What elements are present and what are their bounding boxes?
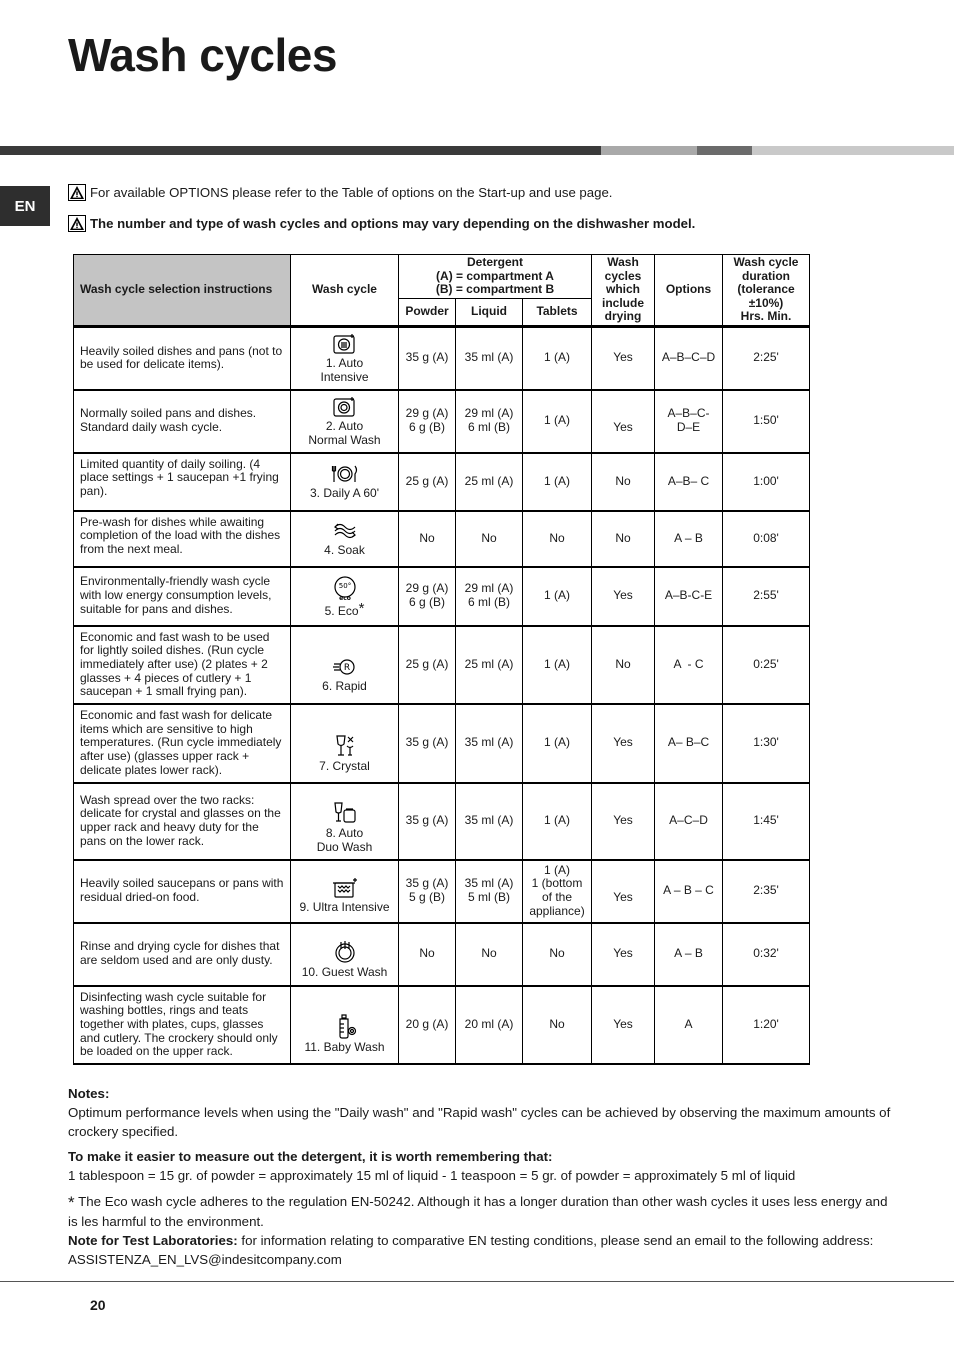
- duration-cell: 1:20': [723, 986, 810, 1065]
- liquid-cell: No: [456, 511, 523, 567]
- header-drying: Wash cycles which include drying: [592, 255, 655, 327]
- tablets-cell: 1 (A): [523, 626, 592, 705]
- duration-cell: 1:50': [723, 390, 810, 453]
- guest-wash-icon: [332, 940, 358, 964]
- eco-note-text: The Eco wash cycle adheres to the regulation EN-50242. Although it has a longer duration than other wash cycles it uses less energy and is les harmful to the environment.: [68, 1194, 888, 1229]
- ultra-intensive-icon: [331, 877, 359, 899]
- duration-cell: 1:45': [723, 783, 810, 860]
- eco-note: [68, 1192, 898, 1231]
- cycle-cell: 3. Daily A 60': [291, 453, 399, 511]
- cycle-cell: 4. Soak: [291, 511, 399, 567]
- measure-text: 1 tablespoon = 15 gr. of powder = approximately 15 ml of liquid - 1 teaspoon = 5 gr. of powder = approximately 5 ml of liquid: [68, 1168, 796, 1183]
- liquid-cell: 35 ml (A): [456, 783, 523, 860]
- notes-performance: Optimum performance levels when using the "Daily wash" and "Rapid wash" cycles can be achieved by observing the maximum amounts of crockery specified.: [68, 1105, 891, 1139]
- instruction-cell: Economic and fast wash for delicate items which are sensitive to high temperatures. (Run cycle immediately after use) (glasses upper rack + delicate plates lower rack).: [74, 704, 291, 783]
- tablets-cell: 1 (A): [523, 453, 592, 511]
- header-detergent: Detergent (A) = compartment A (B) = compartment B: [399, 255, 592, 299]
- lab-note-label: Note for Test Laboratories:: [68, 1233, 238, 1248]
- cycle-cell: 8. Auto Duo Wash: [291, 783, 399, 860]
- powder-cell: 35 g (A) 5 g (B): [399, 860, 456, 923]
- duo-wash-icon: [332, 801, 358, 825]
- cycle-cell: 7. Crystal: [291, 704, 399, 783]
- liquid-cell: 29 ml (A) 6 ml (B): [456, 390, 523, 453]
- header-bar-light: [601, 146, 697, 155]
- svg-text:R: R: [343, 663, 350, 674]
- table-row: [74, 704, 810, 783]
- soak-icon: [332, 520, 358, 542]
- options-cell: A–B– C: [655, 453, 723, 511]
- eco-icon: [332, 575, 358, 601]
- instruction-cell: Wash spread over the two racks: delicate for crystal and glasses on the upper rack and heavy duty for the pans on the lower rack.: [74, 783, 291, 860]
- lab-note-text: for information relating to comparative EN testing conditions, please send an email to the following address:: [241, 1233, 874, 1248]
- daily-icon: [330, 463, 360, 485]
- table-row: [74, 453, 810, 511]
- liquid-cell: 25 ml (A): [456, 453, 523, 511]
- tablets-cell: 1 (A): [523, 327, 592, 390]
- measure-heading: To make it easier to measure out the detergent, it is worth remembering that:: [68, 1149, 553, 1164]
- options-cell: A – B – C: [655, 860, 723, 923]
- options-warning: [68, 184, 612, 201]
- crystal-icon: [332, 734, 358, 758]
- wash-cycles-table: [73, 254, 810, 1065]
- liquid-cell: 35 ml (A): [456, 704, 523, 783]
- table-row: [74, 327, 810, 390]
- powder-cell: 25 g (A): [399, 626, 456, 705]
- lab-email: ASSISTENZA_EN_LVS@indesitcompany.com: [68, 1252, 342, 1267]
- options-cell: A–B-C-E: [655, 567, 723, 626]
- svg-text:eco: eco: [338, 594, 351, 601]
- tablets-cell: No: [523, 923, 592, 986]
- header-options: Options: [655, 255, 723, 327]
- language-tab: EN: [0, 186, 50, 226]
- table-row: [74, 860, 810, 923]
- tablets-cell: 1 (A): [523, 567, 592, 626]
- duration-cell: 1:00': [723, 453, 810, 511]
- instruction-cell: Environmentally-friendly wash cycle with low energy consumption levels, suitable for pans and dishes.: [74, 567, 291, 626]
- drying-cell: No: [592, 626, 655, 705]
- drying-cell: Yes: [592, 567, 655, 626]
- instruction-cell: Normally soiled pans and dishes. Standard daily wash cycle.: [74, 390, 291, 453]
- header-bar-dark: [0, 146, 601, 155]
- header-powder: Powder: [399, 299, 456, 327]
- header-duration: Wash cycle duration (tolerance ±10%) Hrs. Min.: [723, 255, 810, 327]
- duration-cell: 0:08': [723, 511, 810, 567]
- instruction-cell: Heavily soiled dishes and pans (not to be used for delicate items).: [74, 327, 291, 390]
- powder-cell: 20 g (A): [399, 986, 456, 1065]
- liquid-cell: 29 ml (A) 6 ml (B): [456, 567, 523, 626]
- powder-cell: 35 g (A): [399, 327, 456, 390]
- liquid-cell: 25 ml (A): [456, 626, 523, 705]
- options-cell: A– B–C: [655, 704, 723, 783]
- table-row: [74, 986, 810, 1065]
- warning-icon: [68, 184, 86, 201]
- cycle-cell: 10. Guest Wash: [291, 923, 399, 986]
- powder-cell: No: [399, 511, 456, 567]
- options-cell: A–C–D: [655, 783, 723, 860]
- notes-heading: Notes:: [68, 1086, 110, 1101]
- duration-cell: 0:25': [723, 626, 810, 705]
- options-cell: A - C: [655, 626, 723, 705]
- cycle-cell: 9. Ultra Intensive: [291, 860, 399, 923]
- table-row: [74, 390, 810, 453]
- cycle-cell: 1. Auto Intensive: [291, 327, 399, 390]
- powder-cell: 29 g (A) 6 g (B): [399, 567, 456, 626]
- table-row: [74, 923, 810, 986]
- instruction-cell: Limited quantity of daily soiling. (4 place settings + 1 saucepan +1 frying pan).: [74, 453, 291, 511]
- table-row: [74, 511, 810, 567]
- instruction-cell: Pre-wash for dishes while awaiting completion of the load with the dishes from the next meal.: [74, 511, 291, 567]
- duration-cell: 2:55': [723, 567, 810, 626]
- instruction-cell: Rinse and drying cycle for dishes that are seldom used and are only dusty.: [74, 923, 291, 986]
- options-cell: A – B: [655, 511, 723, 567]
- powder-cell: 29 g (A) 6 g (B): [399, 390, 456, 453]
- lab-note: [68, 1231, 898, 1250]
- instruction-cell: Heavily soiled saucepans or pans with residual dried-on food.: [74, 860, 291, 923]
- header-bar-mid: [697, 146, 752, 155]
- drying-cell: Yes: [592, 923, 655, 986]
- tablets-cell: 1 (A): [523, 390, 592, 453]
- options-cell: A–B–C- D–E: [655, 390, 723, 453]
- powder-cell: 25 g (A): [399, 453, 456, 511]
- footer-divider: [0, 1281, 954, 1282]
- cycle-cell: R 6. Rapid: [291, 626, 399, 705]
- tablets-cell: No: [523, 986, 592, 1065]
- options-cell: A: [655, 986, 723, 1065]
- eco-star: *: [68, 1193, 75, 1212]
- cycle-cell: 11. Baby Wash: [291, 986, 399, 1065]
- duration-cell: 2:35': [723, 860, 810, 923]
- drying-cell: No: [592, 453, 655, 511]
- powder-cell: No: [399, 923, 456, 986]
- liquid-cell: 35 ml (A): [456, 327, 523, 390]
- page-number: 20: [90, 1297, 106, 1313]
- auto-intensive-icon: [332, 333, 358, 355]
- table-row: [74, 626, 810, 705]
- liquid-cell: No: [456, 923, 523, 986]
- model-warning: [68, 215, 695, 232]
- baby-wash-icon: [332, 1013, 358, 1039]
- svg-text:50°: 50°: [338, 581, 351, 590]
- liquid-cell: 35 ml (A) 5 ml (B): [456, 860, 523, 923]
- header-tablets: Tablets: [523, 299, 592, 327]
- tablets-cell: 1 (A): [523, 704, 592, 783]
- table-row: [74, 567, 810, 626]
- warning-icon: [68, 215, 86, 232]
- tablets-cell: 1 (A): [523, 783, 592, 860]
- tablets-cell: No: [523, 511, 592, 567]
- header-wash-cycle: Wash cycle: [291, 255, 399, 327]
- notes-section: [68, 1084, 898, 1269]
- cycle-cell: 2. Auto Normal Wash: [291, 390, 399, 453]
- auto-normal-icon: [332, 396, 358, 418]
- table-row: [74, 783, 810, 860]
- duration-cell: 0:32': [723, 923, 810, 986]
- drying-cell: Yes: [592, 783, 655, 860]
- rapid-icon: [332, 656, 358, 678]
- liquid-cell: 20 ml (A): [456, 986, 523, 1065]
- options-warning-text: For available OPTIONS please refer to the Table of options on the Start-up and use page.: [90, 185, 613, 200]
- header-bar-pale: [752, 146, 954, 155]
- options-cell: A–B–C–D: [655, 327, 723, 390]
- powder-cell: 35 g (A): [399, 783, 456, 860]
- instruction-cell: Economic and fast wash to be used for lightly soiled dishes. (Run cycle immediately after use) (2 plates + 2 glasses + 4 pieces of cutlery + 1 saucepan + 1 small frying pan).: [74, 626, 291, 705]
- page-title: Wash cycles: [68, 29, 337, 81]
- drying-cell: Yes: [592, 986, 655, 1065]
- drying-cell: Yes: [592, 704, 655, 783]
- instruction-cell: Disinfecting wash cycle suitable for washing bottles, rings and teats together with plates, cups, glasses and cutlery. The crockery should only be loaded on the upper rack.: [74, 986, 291, 1065]
- tablets-cell: 1 (A) 1 (bottom of the appliance): [523, 860, 592, 923]
- duration-cell: 1:30': [723, 704, 810, 783]
- drying-cell: No: [592, 511, 655, 567]
- header-liquid: Liquid: [456, 299, 523, 327]
- options-cell: A – B: [655, 923, 723, 986]
- header-instructions: Wash cycle selection instructions: [74, 255, 291, 327]
- drying-cell: Yes: [592, 390, 655, 453]
- cycle-cell: 50° eco 5. Eco*: [291, 567, 399, 626]
- drying-cell: Yes: [592, 860, 655, 923]
- duration-cell: 2:25': [723, 327, 810, 390]
- model-warning-text: The number and type of wash cycles and options may vary depending on the dishwasher model.: [90, 216, 696, 231]
- drying-cell: Yes: [592, 327, 655, 390]
- powder-cell: 35 g (A): [399, 704, 456, 783]
